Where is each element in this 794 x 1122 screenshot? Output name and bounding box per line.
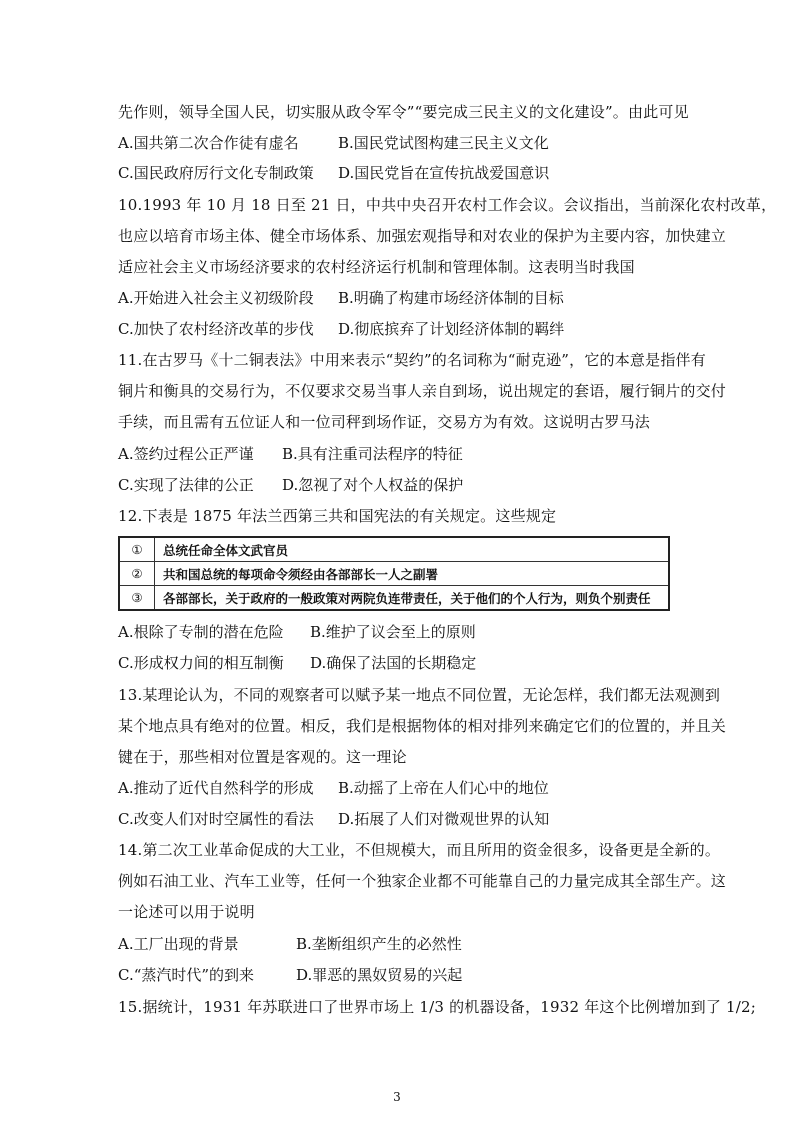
q12-option-c: C.形成权力间的相互制衡 [118, 654, 284, 672]
q11-stem-line2: 铜片和衡具的交易行为，不仅要求交易当事人亲自到场，说出规定的套语，履行铜片的交付 [118, 382, 727, 400]
row-text: 共和国总统的每项命令须经由各部部长一人之副署 [155, 562, 670, 586]
q14-option-d: D.罪恶的黑奴贸易的兴起 [296, 966, 463, 984]
table-row [119, 586, 669, 611]
q13-option-a: A.推动了近代自然科学的形成 [118, 779, 314, 797]
q13-stem-line3: 键在于，那些相对位置是客观的。这一理论 [118, 748, 407, 766]
q10-option-d: D.彻底摈弃了计划经济体制的羁绊 [338, 320, 565, 338]
q12-option-b: B.维护了议会至上的原则 [310, 623, 476, 641]
q14-option-b: B.垄断组织产生的必然性 [296, 935, 462, 953]
q10-option-a: A.开始进入社会主义初级阶段 [118, 289, 314, 307]
page-number: 3 [393, 1090, 401, 1104]
q13-option-c: C.改变人们对时空属性的看法 [118, 810, 314, 828]
q10-stem-line2: 也应以培育市场主体、健全市场体系、加强宏观指导和对农业的保护为主要内容，加快建立 [118, 227, 727, 245]
q13-option-d: D.拓展了人们对微观世界的认知 [338, 810, 550, 828]
q12-stem: 12.下表是 1875 年法兰西第三共和国宪法的有关规定。这些规定 [118, 507, 557, 525]
q11-stem-line3: 手续，而且需有五位证人和一位司秤到场作证，交易方为有效。这说明古罗马法 [118, 413, 651, 431]
q12-option-d: D.确保了法国的长期稳定 [310, 654, 477, 672]
q15-stem-line1: 15.据统计，1931 年苏联进口了世界市场上 1/3 的机器设备，1932 年这个比例增加到了 1/2; [118, 998, 756, 1016]
q10-stem-line3: 适应社会主义市场经济要求的农村经济运行机制和管理体制。这表明当时我国 [118, 258, 635, 276]
q10-option-c: C.加快了农村经济改革的步伐 [118, 320, 314, 338]
q11-stem-line1: 11.在古罗马《十二铜表法》中用来表示“契约”的名词称为“耐克逊”，它的本意是指伴有 [118, 351, 706, 369]
q10-stem-line1: 10.1993 年 10 月 18 日至 21 日，中共中央召开农村工作会议。会议指出，当前深化农村改革， [118, 196, 777, 214]
q11-option-a: A.签约过程公正严谨 [118, 445, 254, 463]
q14-stem-line2: 例如石油工业、汽车工业等，任何一个独家企业都不可能靠自己的力量完成其全部生产。这 [118, 872, 727, 890]
q14-stem-line3: 一论述可以用于说明 [118, 903, 255, 921]
q9-option-a: A.国共第二次合作徒有虚名 [118, 134, 299, 152]
q12-option-a: A.根除了专制的潜在危险 [118, 623, 284, 641]
q14-stem-line1: 14.第二次工业革命促成的大工业，不但规模大，而且所用的资金很多，设备更是全新的。 [118, 841, 721, 859]
q14-option-a: A.工厂出现的背景 [118, 935, 239, 953]
q13-stem-line1: 13.某理论认为，不同的观察者可以赋予某一地点不同位置，无论怎样，我们都无法观测到 [118, 686, 721, 704]
row-text: 各部部长，关于政府的一般政策对两院负连带责任，关于他们的个人行为，则负个别责任 [155, 586, 670, 611]
constitution-table [118, 536, 670, 611]
q9-option-c: C.国民政府厉行文化专制政策 [118, 164, 314, 182]
q13-option-b: B.动摇了上帝在人们心中的地位 [338, 779, 549, 797]
q11-option-d: D.忽视了对个人权益的保护 [282, 476, 464, 494]
q11-option-c: C.实现了法律的公正 [118, 476, 254, 494]
row-number: ① [119, 537, 155, 562]
q13-stem-line2: 某个地点具有绝对的位置。相反，我们是根据物体的相对排列来确定它们的位置的，并且关 [118, 717, 727, 735]
row-number: ② [119, 562, 155, 586]
table-row [119, 537, 669, 562]
q10-option-b: B.明确了构建市场经济体制的目标 [338, 289, 564, 307]
row-number: ③ [119, 586, 155, 611]
q14-option-c: C.“蒸汽时代”的到来 [118, 966, 255, 984]
row-text: 总统任命全体文武官员 [155, 537, 670, 562]
q11-option-b: B.具有注重司法程序的特征 [282, 445, 463, 463]
q9-option-d: D.国民党旨在宣传抗战爱国意识 [338, 164, 550, 182]
q9-option-b: B.国民党试图构建三民主义文化 [338, 134, 549, 152]
table-row [119, 562, 669, 586]
q9-stem-tail: 先作则，领导全国人民，切实服从政令军令”“要完成三民主义的文化建设”。由此可见 [118, 103, 689, 121]
